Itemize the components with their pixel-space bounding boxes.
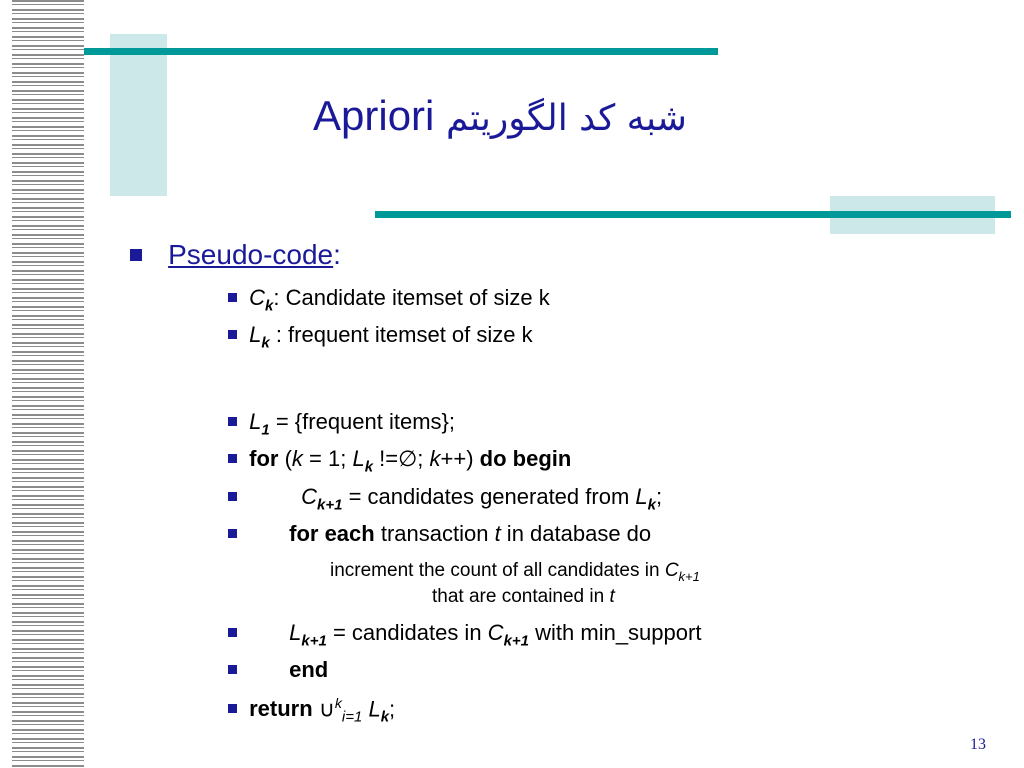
bullet-icon	[228, 293, 237, 302]
code-line-end: end	[228, 657, 328, 683]
bullet-icon	[228, 665, 237, 674]
code-line-l1: $L_1$ = {frequent items};	[228, 409, 455, 438]
bullet-icon	[130, 249, 142, 261]
bullet-icon	[228, 704, 237, 713]
pseudo-code-link[interactable]: Pseudo-code	[168, 239, 334, 270]
heading-line: Pseudo-code:	[130, 239, 341, 271]
bullet-icon	[228, 529, 237, 538]
bullet-icon	[228, 417, 237, 426]
bullet-icon	[228, 330, 237, 339]
decorative-stripes	[12, 0, 84, 768]
code-line-return: return ∪$^k_{i=1}$ $L_k$;	[228, 695, 395, 726]
title-persian: شبه کد الگوریتم	[446, 98, 687, 139]
code-line-for: for (k = 1; $L_k$ !=∅; k++) do begin	[228, 446, 571, 475]
def-line-ck: $C_k$: Candidate itemset of size k	[228, 285, 550, 314]
code-line-foreach: for each transaction t in database do	[228, 521, 651, 547]
bullet-icon	[228, 454, 237, 463]
code-line-lk1: $L_{k+1}$ = candidates in $C_{k+1}$ with min_support	[228, 620, 701, 649]
page-number: 13	[970, 736, 986, 753]
decor-bar-top	[84, 48, 718, 55]
title-english: Apriori	[313, 92, 435, 139]
code-line-candidates: $C_{k+1}$ = candidates generated from $L_k$;	[228, 484, 662, 513]
bullet-icon	[228, 628, 237, 637]
decor-bar-mid	[375, 211, 1011, 218]
code-line-contained: that are contained in t	[432, 586, 615, 607]
code-line-increment: increment the count of all candidates in $C_{k+1}$	[330, 560, 700, 584]
bullet-icon	[228, 492, 237, 501]
def-line-lk: $L_k$ : frequent itemset of size k	[228, 322, 533, 351]
decor-box-top	[110, 34, 167, 196]
slide-title	[313, 92, 687, 140]
